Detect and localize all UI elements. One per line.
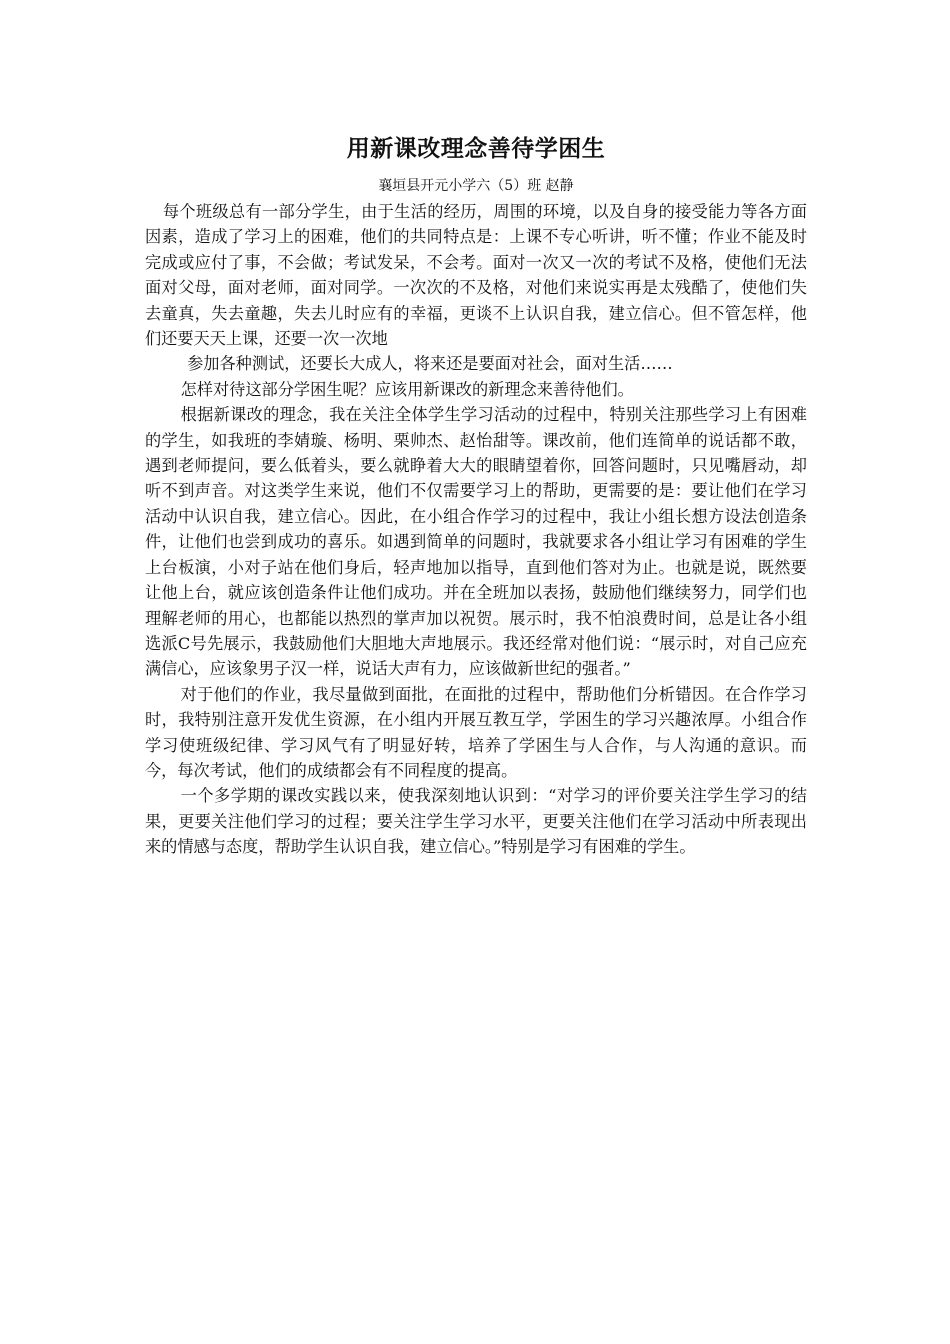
document-body: [145, 131, 807, 860]
paragraph-5: 对于他们的作业，我尽量做到面批，在面批的过程中，帮助他们分析错因。在合作学习时，我特别注意开发优生资源，在小组内开展互教互学，学困生的学习兴趣浓厚。小组合作学习使班级纪律、学习风气有了明显好转，培养了学困生与人合作，与人沟通的意识。而今，每次考试，他们的成绩都会有不同程度的提高。: [145, 684, 807, 780]
paragraph-4: 根据新课改的理念，我在关注全体学生学习活动的过程中，特别关注那些学习上有困难的学生，如我班的李婧璇、杨明、栗帅杰、赵怡甜等。课改前，他们连简单的说话都不敢，遇到老师提问，要么低着头，要么就睁着大大的眼睛望着你，回答问题时，只见嘴唇动，却听不到声音。对这类学生来说，他们不仅需要学习上的帮助，更需要的是：要让他们在学习活动中认识自我，建立信心。因此，在小组合作学习的过程中，我让小组长想方设法创造条件，让他们也尝到成功的喜乐。如遇到简单的问题时，我就要求各小组让学习有困难的学生上台板演，小对子站在他们身后，轻声地加以指导，直到他们答对为止。也就是说，既然要让他上台，就应该创造条件让他们成功。并在全班加以表扬，鼓励他们继续努力，同学们也理解老师的用心，也都能以热烈的掌声加以祝贺。展示时，我不怕浪费时间，总是让各小组选派C号先展示，我鼓励他们大胆地大声地展示。我还经常对他们说：“展示时，对自己应充满信心，应该象男子汉一样，说话大声有力，应该做新世纪的强者。”: [145, 405, 807, 679]
paragraph-2: 参加各种测试，还要长大成人，将来还是要面对社会，面对生活……: [187, 354, 673, 374]
paragraph-3: 怎样对待这部分学困生呢？应该用新课改的新理念来善待他们。: [180, 379, 634, 399]
paragraph-1: 每个班级总有一部分学生，由于生活的经历，周围的环境，以及自身的接受能力等各方面因素，造成了学习上的困难，他们的共同特点是：上课不专心听讲，听不懂；作业不能及时完成或应付了事，不会做；考试发呆，不会考。面对一次又一次的考试不及格，使他们无法面对父母，面对老师，面对同学。一次次的不及格，对他们来说实再是太残酷了，使他们失去童真，失去童趣，失去儿时应有的幸福，更谈不上认识自我，建立信心。但不管怎样，他们还要天天上课，还要一次一次地: [145, 202, 807, 349]
paragraph-6: 一个多学期的课改实践以来，使我深刻地认识到：“对学习的评价要关注学生学习的结果，更要关注他们学习的过程；要关注学生学习水平，更要关注他们在学习活动中所表现出来的情感与态度，帮助学生认识自我，建立信心。”特别是学习有困难的学生。: [145, 786, 807, 857]
document-title: 用新课改理念善待学困生: [346, 136, 606, 162]
author-byline: 襄垣县开元小学六（5）班 赵静: [378, 178, 574, 194]
